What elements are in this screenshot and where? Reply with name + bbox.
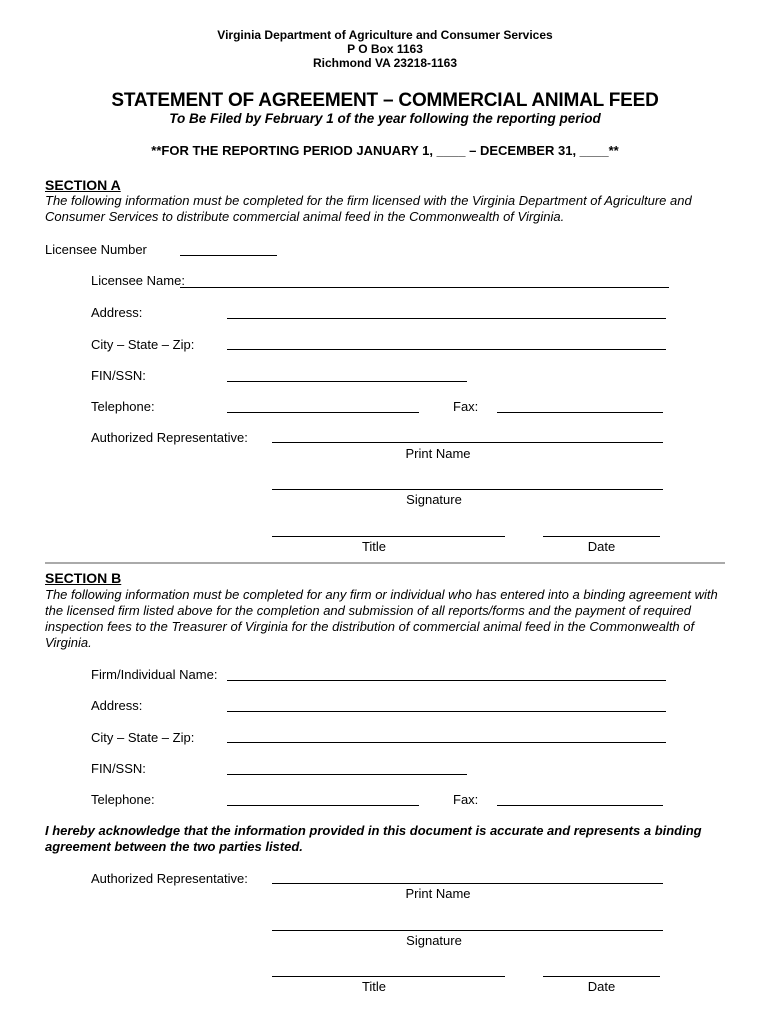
b-date-caption: Date	[587, 979, 616, 994]
a-fin-ssn-label: FIN/SSN:	[91, 368, 146, 383]
a-title-caption: Title	[361, 539, 387, 554]
b-fin-ssn-field[interactable]	[227, 774, 467, 775]
firm-name-label: Firm/Individual Name:	[91, 667, 218, 682]
b-print-name-field[interactable]	[272, 883, 663, 884]
acknowledgement-statement: I hereby acknowledge that the information provided in this document is accurate and represents a binding agreement between the two parties listed.	[45, 823, 702, 854]
b-address-field[interactable]	[227, 711, 666, 712]
b-print-name-caption: Print Name	[405, 886, 471, 901]
document-subtitle: To Be Filed by February 1 of the year following the reporting period	[169, 111, 601, 126]
a-fax-field[interactable]	[497, 412, 663, 413]
a-print-name-field[interactable]	[272, 442, 663, 443]
agency-name: Virginia Department of Agriculture and Consumer Services	[217, 28, 553, 42]
a-telephone-field[interactable]	[227, 412, 419, 413]
a-title-field[interactable]	[272, 536, 505, 537]
b-authorized-rep-label: Authorized Representative:	[91, 871, 248, 886]
b-date-field[interactable]	[543, 976, 660, 977]
b-title-field[interactable]	[272, 976, 505, 977]
a-fin-ssn-field[interactable]	[227, 381, 467, 382]
a-signature-field[interactable]	[272, 489, 663, 490]
b-signature-caption: Signature	[406, 933, 462, 948]
a-address-field[interactable]	[227, 318, 666, 319]
b-telephone-field[interactable]	[227, 805, 419, 806]
agency-city: Richmond VA 23218-1163	[312, 56, 458, 70]
a-date-field[interactable]	[543, 536, 660, 537]
a-authorized-rep-label: Authorized Representative:	[91, 430, 248, 445]
agency-po-box: P O Box 1163	[347, 42, 423, 56]
licensee-number-label: Licensee Number	[45, 242, 147, 257]
b-city-state-zip-field[interactable]	[227, 742, 666, 743]
a-telephone-label: Telephone:	[91, 399, 155, 414]
licensee-number-field[interactable]	[180, 255, 277, 256]
a-print-name-caption: Print Name	[405, 446, 471, 461]
a-fax-label: Fax:	[453, 399, 479, 414]
b-address-label: Address:	[91, 698, 143, 713]
document-title: STATEMENT OF AGREEMENT – COMMERCIAL ANIMAL FEED	[111, 90, 659, 111]
section-divider	[45, 562, 725, 564]
b-title-caption: Title	[361, 979, 387, 994]
section-a-description: The following information must be completed for the firm licensed with the Virginia Department of Agriculture and Consumer Services to distribute commercial animal feed in the Commonwealth of Virginia.	[45, 193, 692, 224]
b-signature-field[interactable]	[272, 930, 663, 931]
a-address-label: Address:	[91, 305, 143, 320]
section-b-heading: SECTION B	[45, 570, 122, 586]
section-b-description: The following information must be completed for any firm or individual who has entered into a binding agreement with the licensed firm listed above for the completion and submission of all reports/forms and the payment of required inspection fees to the Treasurer of Virginia for the distribution of commercial animal feed in the Commonwealth of Virginia.	[45, 587, 718, 650]
b-fax-label: Fax:	[453, 792, 479, 807]
firm-name-field[interactable]	[227, 680, 666, 681]
b-city-state-zip-label: City – State – Zip:	[91, 730, 195, 745]
licensee-name-field[interactable]	[180, 287, 669, 288]
a-city-state-zip-label: City – State – Zip:	[91, 337, 195, 352]
section-a-heading: SECTION A	[45, 177, 121, 193]
b-fax-field[interactable]	[497, 805, 663, 806]
a-city-state-zip-field[interactable]	[227, 349, 666, 350]
a-signature-caption: Signature	[406, 492, 462, 507]
a-date-caption: Date	[587, 539, 616, 554]
b-telephone-label: Telephone:	[91, 792, 155, 807]
reporting-period: **FOR THE REPORTING PERIOD JANUARY 1, ____ – DECEMBER 31, ____**	[151, 143, 619, 158]
licensee-name-label: Licensee Name:	[91, 273, 185, 288]
b-fin-ssn-label: FIN/SSN:	[91, 761, 146, 776]
